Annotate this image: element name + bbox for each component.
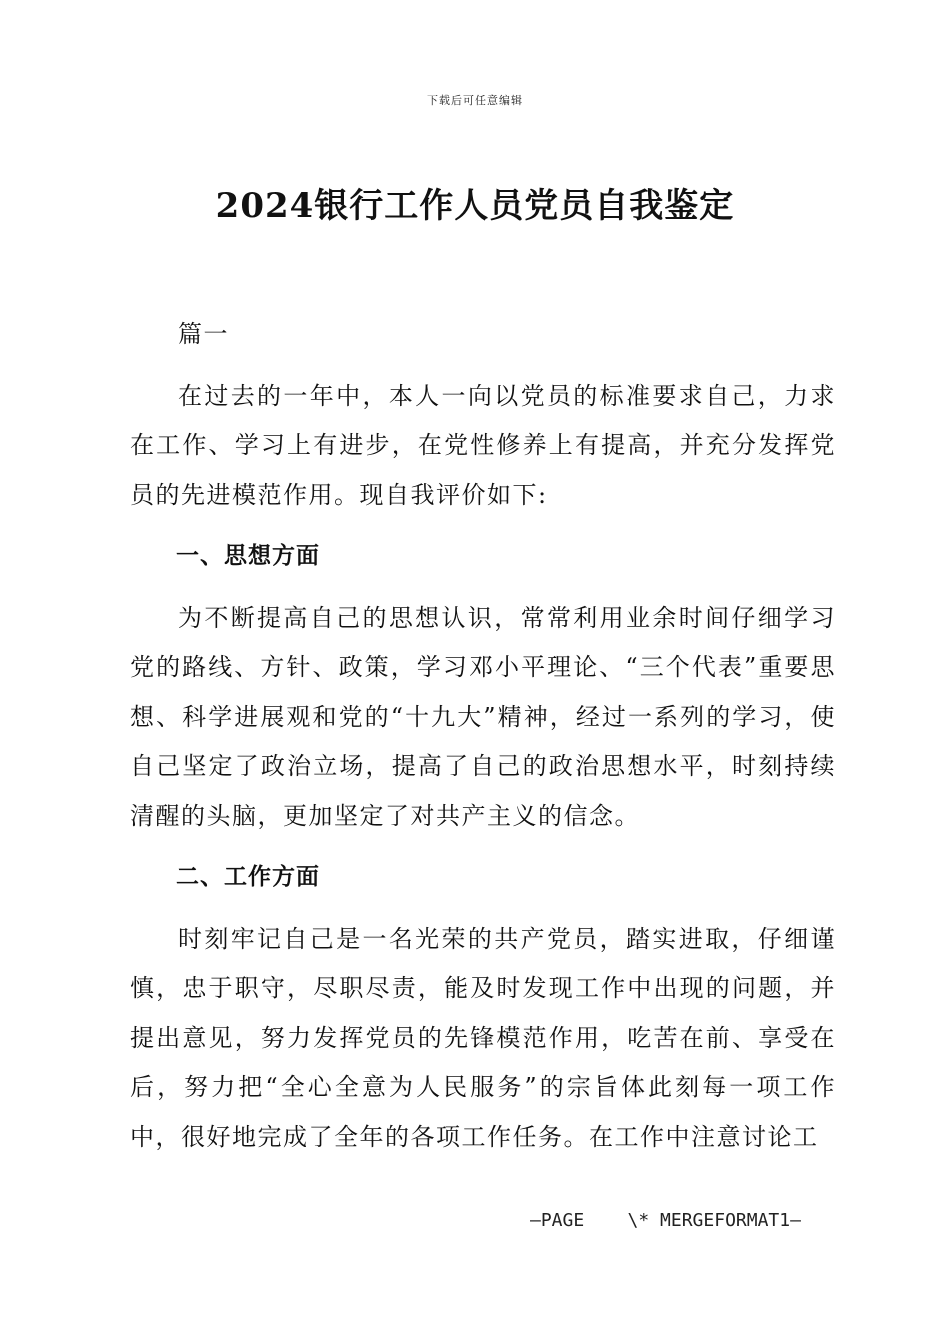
document-title: 2024银行工作人员党员自我鉴定 (215, 186, 735, 226)
intro-paragraph: 在过去的一年中，本人一向以党员的标准要求自己，力求在工作、学习上有进步，在党性修养上有提高，并充分发挥党员的先进模范作用。现自我评价如下: (130, 381, 836, 509)
section-heading-thought: 一、思想方面 (176, 543, 320, 569)
section-label: 篇一 (178, 320, 229, 348)
section-heading-work: 二、工作方面 (176, 864, 320, 890)
work-paragraph: 时刻牢记自己是一名光荣的共产党员，踏实进取，仔细谨慎，忠于职守，尽职尽责，能及时发现工作中出现的问题，并提出意见，努力发挥党员的先锋模范作用，吃苦在前、享受在后，努力把“全心全意为人民服务”的宗旨体此刻每一项工作中，很好地完成了全年的各项工作任务。在工作中注意讨论工 (130, 924, 836, 1151)
thought-paragraph: 为不断提高自己的思想认识，常常利用业余时间仔细学习党的路线、方针、政策，学习邓小平理论、“三个代表”重要思想、科学进展观和党的“十九大”精神，经过一系列的学习，使自己坚定了政治立场，提高了自己的政治思想水平，时刻持续清醒的头脑，更加坚定了对共产主义的信念。 (130, 603, 836, 830)
page-number-field: —PAGE \* MERGEFORMAT1— (530, 1210, 801, 1231)
document-body (130, 310, 836, 1174)
header-note: 下载后可任意编辑 (427, 94, 523, 107)
